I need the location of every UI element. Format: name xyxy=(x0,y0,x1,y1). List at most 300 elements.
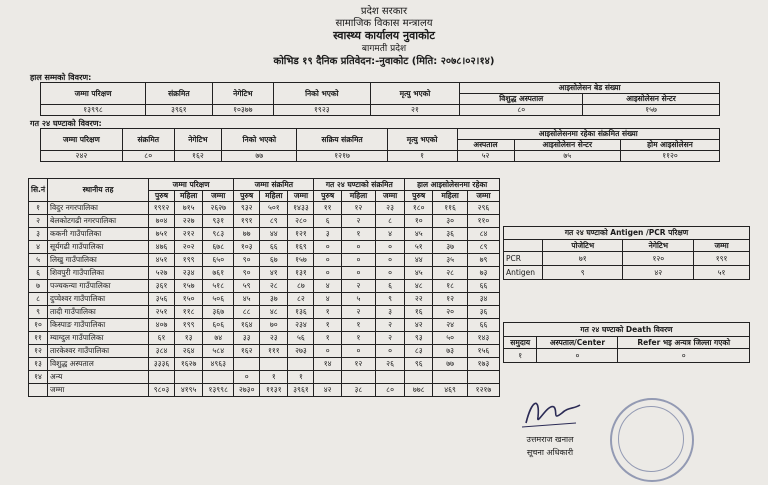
last24-label: गत २४ घण्टाको विवरण: xyxy=(30,119,102,128)
row-value: ३७ xyxy=(433,241,468,254)
row-value: ३८४ xyxy=(149,345,175,358)
row-value: ० xyxy=(341,241,375,254)
row-value: ५१८ xyxy=(203,280,234,293)
row-value: १४३३ xyxy=(288,202,314,215)
main-subheader: महिला xyxy=(175,191,203,202)
row-value: १६४ xyxy=(234,319,260,332)
row-value: ४ xyxy=(375,228,404,241)
row-value xyxy=(467,371,499,384)
signatory-title: सूचना अधिकारी xyxy=(526,448,574,457)
row-value: ६ xyxy=(375,280,404,293)
row-value: ८ xyxy=(375,215,404,228)
row-local-level: ककनी गाउँपालिका xyxy=(48,228,149,241)
office-stamp-icon xyxy=(610,398,694,482)
row-value: ९८०३ xyxy=(149,384,175,397)
row-value: ७० xyxy=(260,319,288,332)
row-value: ० xyxy=(314,345,341,358)
row-value: २३४ xyxy=(288,319,314,332)
row-value: ८४ xyxy=(467,228,499,241)
row-value: ६५० xyxy=(203,254,234,267)
row-value: २६४ xyxy=(175,345,203,358)
cum-h-iso-hospital: विशुद्ध अस्पताल xyxy=(460,94,583,105)
row-value: १५७ xyxy=(288,254,314,267)
antigen-row-total: ५१ xyxy=(694,266,750,280)
cum-h-death: मृत्यु भएको xyxy=(370,83,460,105)
row-local-level: विशुद्ध अस्पताल xyxy=(48,358,149,371)
header-line-1: प्रदेश सरकार xyxy=(360,6,408,17)
l24-v-iso-hospital: ५२ xyxy=(457,151,514,162)
row-value: ३३ xyxy=(234,332,260,345)
row-value: ८३ xyxy=(405,345,433,358)
row-value xyxy=(260,358,288,371)
pcr-h-total: जम्मा xyxy=(694,240,750,252)
row-value: ३ xyxy=(375,306,404,319)
table-row xyxy=(29,384,500,397)
pcr-h-negative: नेगेटिभ xyxy=(623,240,694,252)
cum-h-negative: नेगेटिभ xyxy=(212,83,273,105)
row-value: २८ xyxy=(260,280,288,293)
row-value: ८० xyxy=(375,384,404,397)
row-value: ११६ xyxy=(433,202,468,215)
row-value: ४४ xyxy=(260,228,288,241)
row-sn: ६ xyxy=(29,267,48,280)
antigen-row-label: Antigen xyxy=(504,266,543,280)
row-value: ६६ xyxy=(467,319,499,332)
row-local-level: अन्य xyxy=(48,371,149,384)
row-value: १ xyxy=(314,319,341,332)
row-value: १८ xyxy=(433,280,468,293)
main-h-tests: जम्मा परिक्षण xyxy=(149,179,234,191)
row-value: ० xyxy=(341,254,375,267)
row-value xyxy=(405,371,433,384)
table-row xyxy=(29,202,500,215)
row-value: २७३ xyxy=(288,345,314,358)
row-value: १६२७ xyxy=(175,358,203,371)
row-value: ० xyxy=(314,267,341,280)
row-value: ४७६ xyxy=(149,241,175,254)
row-value: ६७८ xyxy=(203,241,234,254)
row-value: ४२ xyxy=(314,384,341,397)
row-local-level: तारकेश्वर गाउँपालिका xyxy=(48,345,149,358)
cum-v-iso-center: १५७ xyxy=(583,105,720,116)
row-value: १०३ xyxy=(234,241,260,254)
row-value: ८९ xyxy=(467,241,499,254)
death-title: गत २४ घण्टाको Death विवरण xyxy=(504,323,750,337)
header-line-2: सामाजिक विकास मन्त्रालय xyxy=(335,18,433,29)
row-value: १० xyxy=(405,215,433,228)
row-value: २०२ xyxy=(175,241,203,254)
row-value: ५९ xyxy=(234,280,260,293)
row-value: ९३ xyxy=(405,332,433,345)
table-row xyxy=(29,280,500,293)
row-local-level: लिखु गाउँपालिका xyxy=(48,254,149,267)
l24-h-infected: संक्रमित xyxy=(122,129,174,151)
row-value: ४८ xyxy=(260,306,288,319)
main-subheader: जम्मा xyxy=(203,191,234,202)
row-local-level: दुप्चेश्वर गाउँपालिका xyxy=(48,293,149,306)
row-value: ० xyxy=(341,267,375,280)
row-value: २९६ xyxy=(467,202,499,215)
main-subheader: पुरुष xyxy=(149,191,175,202)
row-value: १३९९८ xyxy=(203,384,234,397)
row-value: ३४ xyxy=(467,293,499,306)
row-value: २४ xyxy=(433,319,468,332)
row-sn: १२ xyxy=(29,345,48,358)
row-value: ६६ xyxy=(260,241,288,254)
row-value: ० xyxy=(314,254,341,267)
cum-v-tests: १३९९८ xyxy=(41,105,146,116)
l24-v-tests: २४२ xyxy=(41,151,123,162)
row-value: १ xyxy=(288,371,314,384)
table-row xyxy=(29,306,500,319)
main-h-infected: जम्मा संक्रमित xyxy=(234,179,314,191)
row-value: ० xyxy=(375,345,404,358)
row-value: ७१५ xyxy=(175,202,203,215)
l24-h-iso-hospital: अस्पताल xyxy=(457,140,514,151)
row-value: ११ xyxy=(314,202,341,215)
row-value xyxy=(175,371,203,384)
pcr-row-label: PCR xyxy=(504,252,543,266)
table-row xyxy=(29,345,500,358)
table-row xyxy=(29,371,500,384)
cum-h-tests: जम्मा परिक्षण xyxy=(41,83,146,105)
cumulative-label: हाल सम्मको विवरण: xyxy=(30,73,92,82)
row-value: ३९६१ xyxy=(288,384,314,397)
row-value: ४१९५ xyxy=(175,384,203,397)
cum-v-iso-hospital: ८० xyxy=(460,105,583,116)
row-sn: ७ xyxy=(29,280,48,293)
row-value: ८२ xyxy=(288,293,314,306)
row-value: ७३ xyxy=(467,267,499,280)
row-value: १६२ xyxy=(234,345,260,358)
row-value: १६९ xyxy=(288,241,314,254)
row-value: ६०६ xyxy=(203,319,234,332)
header-line-3: स्वास्थ्य कार्यालय नुवाकोट xyxy=(333,29,435,42)
row-value: १११ xyxy=(260,345,288,358)
row-value: ५१ xyxy=(405,241,433,254)
pcr-row-negative: १२० xyxy=(623,252,694,266)
row-value: ३६ xyxy=(433,228,468,241)
cum-v-death: २१ xyxy=(370,105,460,116)
main-subheader: जम्मा xyxy=(288,191,314,202)
row-value xyxy=(234,358,260,371)
death-table xyxy=(503,322,750,363)
row-value: २३ xyxy=(375,202,404,215)
row-sn: १३ xyxy=(29,358,48,371)
table-row xyxy=(29,358,500,371)
row-value: १२१ xyxy=(288,228,314,241)
row-value: ४५१ xyxy=(149,254,175,267)
main-subheader: महिला xyxy=(260,191,288,202)
l24-h-active: सक्रिय संक्रमित xyxy=(297,129,387,151)
row-value: २२ xyxy=(405,293,433,306)
antigen-row-positive: ९ xyxy=(543,266,623,280)
row-value: ३६ xyxy=(467,306,499,319)
row-value: ९३१ xyxy=(203,215,234,228)
main-h-iso: हाल आइसोलेसनमा रहेका xyxy=(405,179,500,191)
table-row xyxy=(29,293,500,306)
cum-v-negative: १०३७७ xyxy=(212,105,273,116)
row-value: २३ xyxy=(260,332,288,345)
row-value: ६१ xyxy=(149,332,175,345)
row-value: ९८३ xyxy=(203,228,234,241)
row-local-level: तादी गाउँपालिका xyxy=(48,306,149,319)
l24-h-iso-center: आइसोलेसन सेन्टर xyxy=(514,140,620,151)
row-sn: १० xyxy=(29,319,48,332)
row-sn: १ xyxy=(29,202,48,215)
main-h-sn: सि.नं xyxy=(29,179,48,202)
row-sn: ९ xyxy=(29,306,48,319)
main-subheader: पुरुष xyxy=(314,191,341,202)
row-value: ६ xyxy=(314,215,341,228)
row-value: ९० xyxy=(234,254,260,267)
main-subheader: पुरुष xyxy=(405,191,433,202)
row-value: ३६७ xyxy=(203,306,234,319)
row-sn: ११ xyxy=(29,332,48,345)
row-value: ६७ xyxy=(260,254,288,267)
row-value: ९३२ xyxy=(234,202,260,215)
row-value: २८० xyxy=(288,215,314,228)
row-local-level: किस्पाङ गाउँपालिका xyxy=(48,319,149,332)
row-value: १९१२ xyxy=(149,202,175,215)
row-value: ७५१ xyxy=(149,228,175,241)
row-local-level: पञ्चकन्या गाउँपालिका xyxy=(48,280,149,293)
pcr-h-positive: पोजेटिभ xyxy=(543,240,623,252)
pcr-row-positive: ७१ xyxy=(543,252,623,266)
cum-v-infected: ३९६१ xyxy=(146,105,213,116)
main-h-24: गत २४ घण्टाको संक्रमित xyxy=(314,179,405,191)
row-value: १४३ xyxy=(467,332,499,345)
main-subheader: पुरुष xyxy=(234,191,260,202)
row-value: २५१ xyxy=(149,306,175,319)
death-h-hospital: अस्पताल/Center xyxy=(537,337,618,349)
row-value: १ xyxy=(341,332,375,345)
row-value: ११३१ xyxy=(260,384,288,397)
row-value: ३० xyxy=(433,215,468,228)
cum-h-iso: आइसोलेसन बेड संख्या xyxy=(460,83,720,94)
row-value xyxy=(375,371,404,384)
row-value: ३६१ xyxy=(149,280,175,293)
row-value: ७६१ xyxy=(203,267,234,280)
row-value: ४५ xyxy=(405,228,433,241)
row-value: १ xyxy=(314,306,341,319)
table-row xyxy=(29,332,500,345)
row-local-level: सूर्यगढी गाउँपालिका xyxy=(48,241,149,254)
death-v-hospital: ० xyxy=(537,349,618,363)
row-value: ९० xyxy=(234,267,260,280)
table-row xyxy=(29,228,500,241)
row-value: २३४ xyxy=(175,267,203,280)
row-value: ८७ xyxy=(288,280,314,293)
row-value: ७९ xyxy=(467,254,499,267)
row-value: १२ xyxy=(433,293,468,306)
cum-h-infected: संक्रमित xyxy=(146,83,213,105)
cum-h-recovered: निको भएको xyxy=(274,83,371,105)
row-value xyxy=(288,358,314,371)
row-value: १५० xyxy=(175,293,203,306)
local-level-table xyxy=(28,178,500,397)
row-value: ५८४ xyxy=(203,345,234,358)
row-value: ४६९ xyxy=(433,384,468,397)
row-value: ९ xyxy=(375,293,404,306)
row-value: १९९ xyxy=(175,319,203,332)
row-value: ५०१ xyxy=(260,202,288,215)
row-value: १६ xyxy=(405,306,433,319)
row-value: १३६ xyxy=(288,306,314,319)
row-value: १४ xyxy=(314,358,341,371)
row-value: ३८ xyxy=(341,384,375,397)
row-sn: ५ xyxy=(29,254,48,267)
row-sn: ८ xyxy=(29,293,48,306)
row-value: १ xyxy=(341,319,375,332)
row-local-level: बेलकोटगढी नगरपालिका xyxy=(48,215,149,228)
l24-h-negative: नेगेटिभ xyxy=(174,129,222,151)
row-sn: ३ xyxy=(29,228,48,241)
row-value: ११८ xyxy=(175,306,203,319)
table-row xyxy=(29,254,500,267)
row-value xyxy=(433,371,468,384)
row-value: ४२ xyxy=(405,319,433,332)
pcr-table xyxy=(503,226,750,280)
row-value: १८० xyxy=(405,202,433,215)
row-value xyxy=(203,371,234,384)
row-value: २ xyxy=(341,215,375,228)
l24-h-recovered: निको भएको xyxy=(222,129,297,151)
main-subheader: महिला xyxy=(341,191,375,202)
main-subheader: जम्मा xyxy=(375,191,404,202)
pcr-title: गत २४ घण्टाको Antigen /PCR परिक्षण xyxy=(504,227,750,240)
row-value: २ xyxy=(341,280,375,293)
cum-v-recovered: १९२३ xyxy=(274,105,371,116)
row-value: ५२७ xyxy=(149,267,175,280)
row-value: ४१ xyxy=(260,267,288,280)
row-value: २७३० xyxy=(234,384,260,397)
main-h-local: स्थानीय तह xyxy=(48,179,149,202)
antigen-row-negative: ४२ xyxy=(623,266,694,280)
row-value: ८८ xyxy=(234,306,260,319)
l24-h-death: मृत्यु भएको xyxy=(387,129,457,151)
row-value xyxy=(149,371,175,384)
row-value: २ xyxy=(375,332,404,345)
l24-v-recovered: ७७ xyxy=(222,151,297,162)
row-value: १३१ xyxy=(288,267,314,280)
row-value: ३५६ xyxy=(149,293,175,306)
row-value: ११० xyxy=(467,215,499,228)
row-value: १२१७ xyxy=(467,384,499,397)
death-h-community: समुदाय xyxy=(504,337,537,349)
signatory-name: उत्तमराज खनाल xyxy=(526,435,574,444)
row-sn xyxy=(29,384,48,397)
row-sn: २ xyxy=(29,215,48,228)
row-value: ४०७ xyxy=(149,319,175,332)
death-v-refer: ० xyxy=(618,349,750,363)
l24-v-negative: १६२ xyxy=(174,151,222,162)
main-subheader: महिला xyxy=(433,191,468,202)
row-value: ४८ xyxy=(405,280,433,293)
row-value: ४५ xyxy=(405,267,433,280)
row-value: १२ xyxy=(341,358,375,371)
row-value: ५० xyxy=(433,332,468,345)
row-value: १७३ xyxy=(467,358,499,371)
row-value: ३७ xyxy=(260,293,288,306)
row-value: ७४ xyxy=(203,332,234,345)
l24-v-iso-home: ११२० xyxy=(620,151,719,162)
row-value: ० xyxy=(341,345,375,358)
row-value: २० xyxy=(433,306,468,319)
main-subheader: जम्मा xyxy=(467,191,499,202)
l24-h-iso: आइसोलेसनमा रहेका संक्रमित संख्या xyxy=(457,129,720,140)
row-value: १ xyxy=(260,371,288,384)
row-value: २२७ xyxy=(175,215,203,228)
report-title: कोभिड १९ दैनिक प्रतिवेदन:-नुवाकोट (मिति: २०७८।०२।१४) xyxy=(273,56,495,67)
row-local-level: जम्मा xyxy=(48,384,149,397)
cumulative-table xyxy=(40,82,720,116)
row-sn: ४ xyxy=(29,241,48,254)
table-row xyxy=(29,241,500,254)
row-value: ९६ xyxy=(405,358,433,371)
l24-h-iso-home: होम आइसोलेसन xyxy=(620,140,719,151)
row-value: ० xyxy=(375,241,404,254)
row-value: १ xyxy=(341,228,375,241)
row-value xyxy=(341,371,375,384)
death-h-refer: Refer भइ अन्यत्र जिल्ला गएको xyxy=(618,337,750,349)
row-value: २६२७ xyxy=(203,202,234,215)
row-sn: १४ xyxy=(29,371,48,384)
row-value: ४५ xyxy=(234,293,260,306)
row-local-level: विदुर नगरपालिका xyxy=(48,202,149,215)
row-value: १५६ xyxy=(467,345,499,358)
row-value: २ xyxy=(341,306,375,319)
row-value: ३५ xyxy=(433,254,468,267)
signature-block xyxy=(505,400,595,458)
row-value: ७०४ xyxy=(149,215,175,228)
l24-v-iso-center: ७५ xyxy=(514,151,620,162)
row-value: २ xyxy=(375,319,404,332)
header-line-4: बागमती प्रदेश xyxy=(361,44,407,54)
pcr-row-total: १९१ xyxy=(694,252,750,266)
row-value: ४९६३ xyxy=(203,358,234,371)
row-value: १५७ xyxy=(175,280,203,293)
row-value: १९१ xyxy=(234,215,260,228)
death-v-community: १ xyxy=(504,349,537,363)
row-value: ३३३६ xyxy=(149,358,175,371)
row-value xyxy=(314,371,341,384)
row-value: ७३ xyxy=(433,345,468,358)
l24-v-death: १ xyxy=(387,151,457,162)
last24-table xyxy=(40,128,720,162)
table-row xyxy=(29,215,500,228)
row-value: ८९ xyxy=(260,215,288,228)
row-value: २८ xyxy=(433,267,468,280)
row-value: १३ xyxy=(175,332,203,345)
row-value: ४४ xyxy=(405,254,433,267)
row-value: २६ xyxy=(375,358,404,371)
row-value: ० xyxy=(314,241,341,254)
table-row xyxy=(29,267,500,280)
row-value: १२ xyxy=(341,202,375,215)
row-value: ७७ xyxy=(433,358,468,371)
row-value: ४ xyxy=(314,293,341,306)
l24-v-active: १२१७ xyxy=(297,151,387,162)
table-row xyxy=(29,319,500,332)
row-value: ५६ xyxy=(288,332,314,345)
row-value: ३ xyxy=(314,228,341,241)
row-local-level: म्याग्दुल गाउँपालिका xyxy=(48,332,149,345)
row-local-level: शिवपुरी गाउँपालिका xyxy=(48,267,149,280)
row-value: ० xyxy=(234,371,260,384)
row-value: ५ xyxy=(341,293,375,306)
row-value: ५०६ xyxy=(203,293,234,306)
